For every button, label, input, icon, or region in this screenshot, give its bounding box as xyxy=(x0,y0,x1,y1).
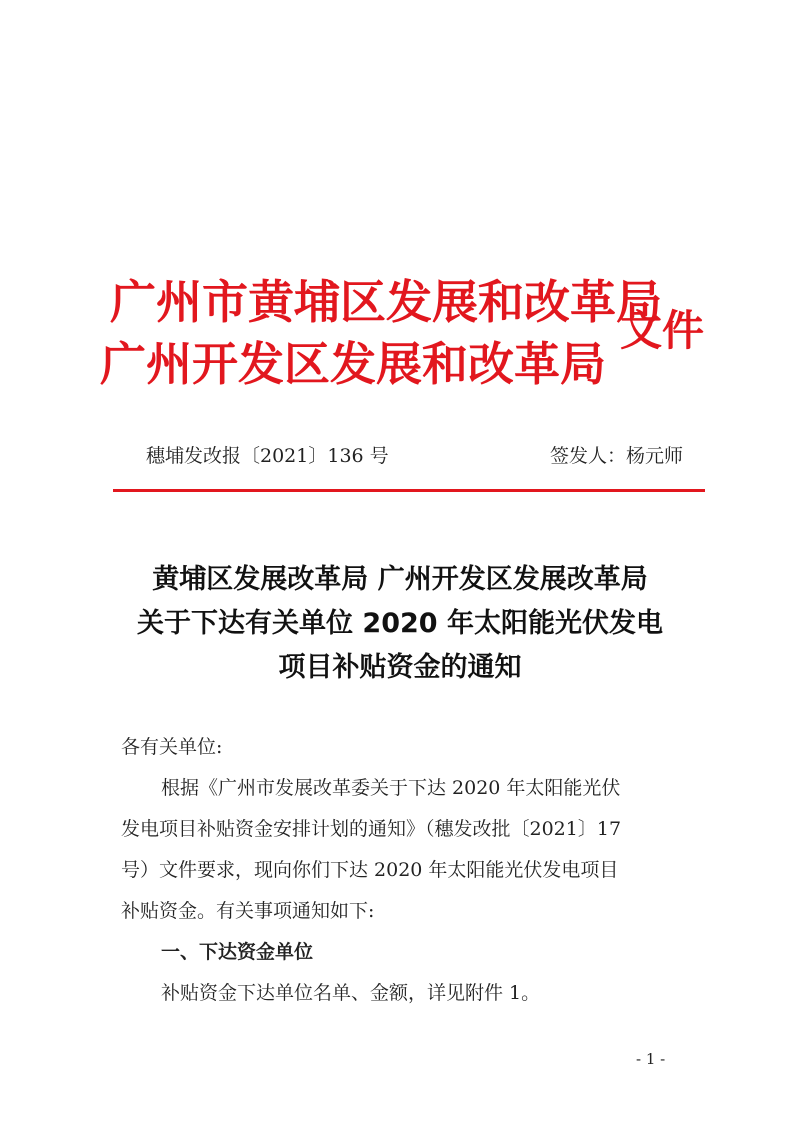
issuer-name-line-1: 广州市黄埔区发展和改革局 xyxy=(110,275,662,329)
page-number: - 1 - xyxy=(636,1050,666,1068)
document-number: 穗埔发改报〔2021〕136 号 xyxy=(146,445,389,467)
paragraph-line: 根据《广州市发展改革委关于下达 2020 年太阳能光伏 xyxy=(161,777,621,799)
issuer-header xyxy=(100,266,720,396)
salutation: 各有关单位: xyxy=(121,736,223,758)
title-line-2: 关于下达有关单位 2020 年太阳能光伏发电 xyxy=(137,608,663,639)
section-heading: 一、下达资金单位 xyxy=(161,941,314,963)
red-divider-line xyxy=(113,489,705,492)
document-body xyxy=(121,727,701,1014)
issuer-suffix: 文件 xyxy=(620,306,705,355)
paragraph-line: 号）文件要求，现向你们下达 2020 年太阳能光伏发电项目 xyxy=(121,859,619,881)
issuer-name-line-2: 广州开发区发展和改革局 xyxy=(100,337,606,391)
document-title xyxy=(100,558,700,690)
title-line-1: 黄埔区发展改革局 广州开发区发展改革局 xyxy=(152,564,648,595)
title-line-3: 项目补贴资金的通知 xyxy=(278,652,522,683)
paragraph-line: 发电项目补贴资金安排计划的通知》（穗发改批〔2021〕17 xyxy=(121,818,622,840)
section-text: 补贴资金下达单位名单、金额，详见附件 1。 xyxy=(161,982,541,1004)
paragraph-line: 补贴资金。有关事项通知如下: xyxy=(121,900,375,922)
signer: 签发人：杨元师 xyxy=(550,445,684,467)
